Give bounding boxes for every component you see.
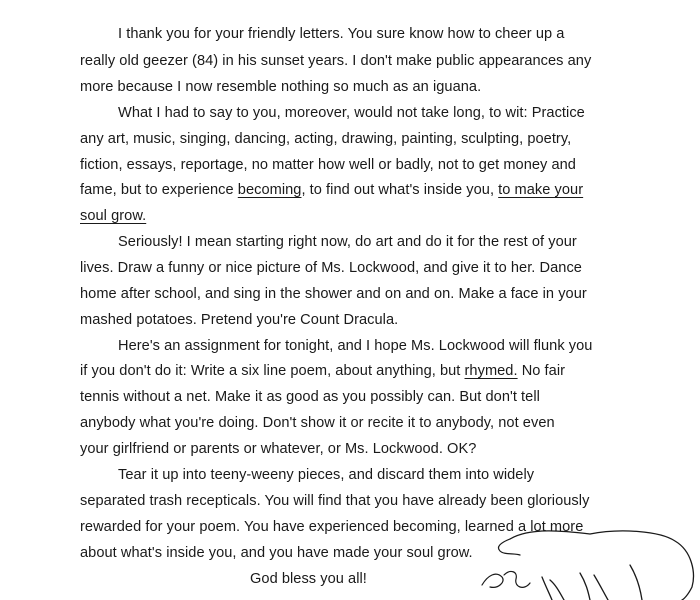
letter-line: separated trash recepticals. You will find that you have already been gloriously (80, 493, 590, 509)
signature-drawing (470, 525, 700, 600)
letter-line: Here's an assignment for tonight, and I hope Ms. Lockwood will flunk you (118, 338, 593, 354)
underlined-word-rhymed: rhymed. (464, 363, 518, 379)
underlined-phrase-soul-grow: soul grow. (80, 208, 147, 224)
letter-line: Tear it up into teeny-weeny pieces, and discard them into widely (118, 467, 535, 483)
letter-line: rewarded for your poem. You have experienced becoming, learned a lot more (80, 519, 584, 535)
letter-line: fiction, essays, reportage, no matter how well or badly, not to get money and (80, 157, 576, 173)
letter-line: anybody what you're doing. Don't show it or recite it to anybody, not even (80, 415, 555, 431)
underlined-phrase-to-make-your: to make your (498, 182, 584, 198)
letter-line: tennis without a net. Make it as good as you possibly can. But don't tell (80, 389, 540, 405)
letter-line: if you don't do it: Write a six line poem, about anything, but rhymed. No fair (80, 363, 566, 379)
closing-line: God bless you all! (250, 571, 367, 587)
letter-line: Seriously! I mean starting right now, do art and do it for the rest of your (118, 234, 577, 250)
letter-line: fame, but to experience becoming, to find out what's inside you, to make your (80, 182, 584, 198)
letter-line: your girlfriend or parents or whatever, or Ms. Lockwood. OK? (80, 441, 477, 457)
letter-line: lives. Draw a funny or nice picture of Ms. Lockwood, and give it to her. Dance (80, 260, 582, 276)
letter-line: home after school, and sing in the shower and on and on. Make a face in your (80, 286, 587, 302)
underlined-word-becoming: becoming (237, 182, 302, 198)
letter-line: I thank you for your friendly letters. You sure know how to cheer up a (118, 26, 565, 42)
letter-line: really old geezer (84) in his sunset years. I don't make public appearances any (80, 53, 592, 69)
letter-line (80, 207, 146, 225)
letter-line: any art, music, singing, dancing, acting, drawing, painting, sculpting, poetry, (80, 131, 572, 147)
letter-line: What I had to say to you, moreover, would not take long, to wit: Practice (118, 105, 585, 121)
letter-line: about what's inside you, and you have made your soul grow. (80, 545, 473, 561)
letter-line: mashed potatoes. Pretend you're Count Dracula. (80, 312, 399, 328)
letter-line: more because I now resemble nothing so much as an iguana. (80, 79, 482, 95)
